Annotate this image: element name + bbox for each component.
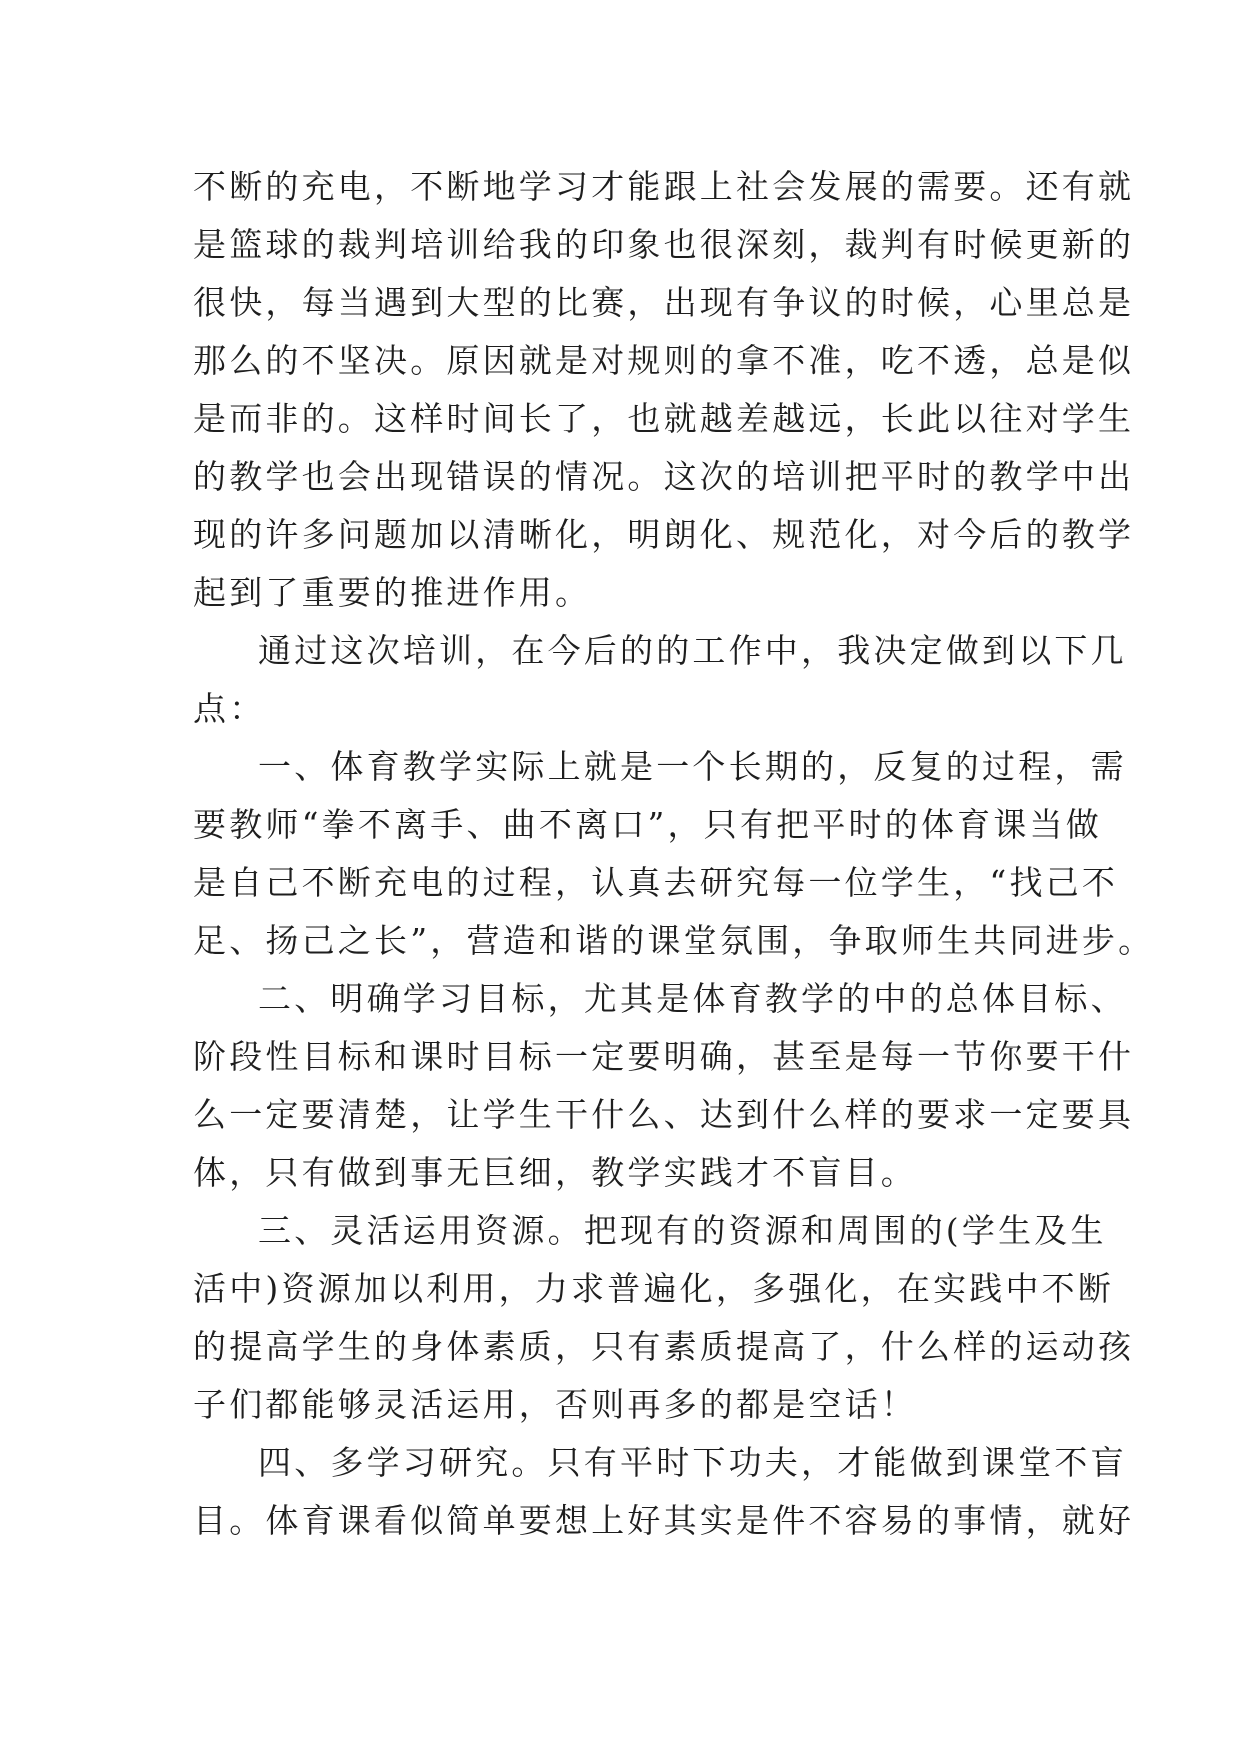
text-line: 是篮球的裁判培训给我的印象也很深刻，裁判有时候更新的 — [193, 225, 1135, 264]
text-line: 三、灵活运用资源。把现有的资源和周围的(学生及生 — [258, 1211, 1107, 1250]
text-line: 不断的充电，不断地学习才能跟上社会发展的需要。还有就 — [193, 167, 1135, 206]
text-line: 很快，每当遇到大型的比赛，出现有争议的时候，心里总是 — [193, 283, 1135, 322]
text-line: 活中)资源加以利用，力求普遍化，多强化，在实践中不断 — [193, 1269, 1115, 1308]
text-line: 起到了重要的推进作用。 — [193, 573, 592, 612]
text-line: 点： — [193, 689, 266, 728]
text-line: 四、多学习研究。只有平时下功夫，才能做到课堂不盲 — [258, 1443, 1127, 1482]
text-line: 要教师“拳不离手、曲不离口”，只有把平时的体育课当做 — [193, 805, 1102, 844]
text-line: 阶段性目标和课时目标一定要明确，甚至是每一节你要干什 — [193, 1037, 1135, 1076]
text-line: 那么的不坚决。原因就是对规则的拿不准，吃不透，总是似 — [193, 341, 1135, 380]
text-line: 现的许多问题加以清晰化，明朗化、规范化，对今后的教学 — [193, 515, 1135, 554]
text-line: 的教学也会出现错误的情况。这次的培训把平时的教学中出 — [193, 457, 1135, 496]
text-line: 子们都能够灵活运用，否则再多的都是空话！ — [193, 1385, 917, 1424]
text-line: 足、扬己之长”，营造和谐的课堂氛围，争取师生共同进步。 — [193, 921, 1155, 960]
text-line: 通过这次培训，在今后的的工作中，我决定做到以下几 — [258, 631, 1127, 670]
text-line: 二、明确学习目标，尤其是体育教学的中的总体目标、 — [258, 979, 1127, 1018]
text-line: 么一定要清楚，让学生干什么、达到什么样的要求一定要具 — [193, 1095, 1135, 1134]
text-line: 是而非的。这样时间长了，也就越差越远，长此以往对学生 — [193, 399, 1135, 438]
text-line: 目。体育课看似简单要想上好其实是件不容易的事情，就好 — [193, 1501, 1135, 1540]
text-line: 是自己不断充电的过程，认真去研究每一位学生，“找己不 — [193, 863, 1119, 902]
text-line: 的提高学生的身体素质，只有素质提高了，什么样的运动孩 — [193, 1327, 1135, 1366]
text-line: 体，只有做到事无巨细，教学实践才不盲目。 — [193, 1153, 917, 1192]
text-line: 一、体育教学实际上就是一个长期的，反复的过程，需 — [258, 747, 1127, 786]
